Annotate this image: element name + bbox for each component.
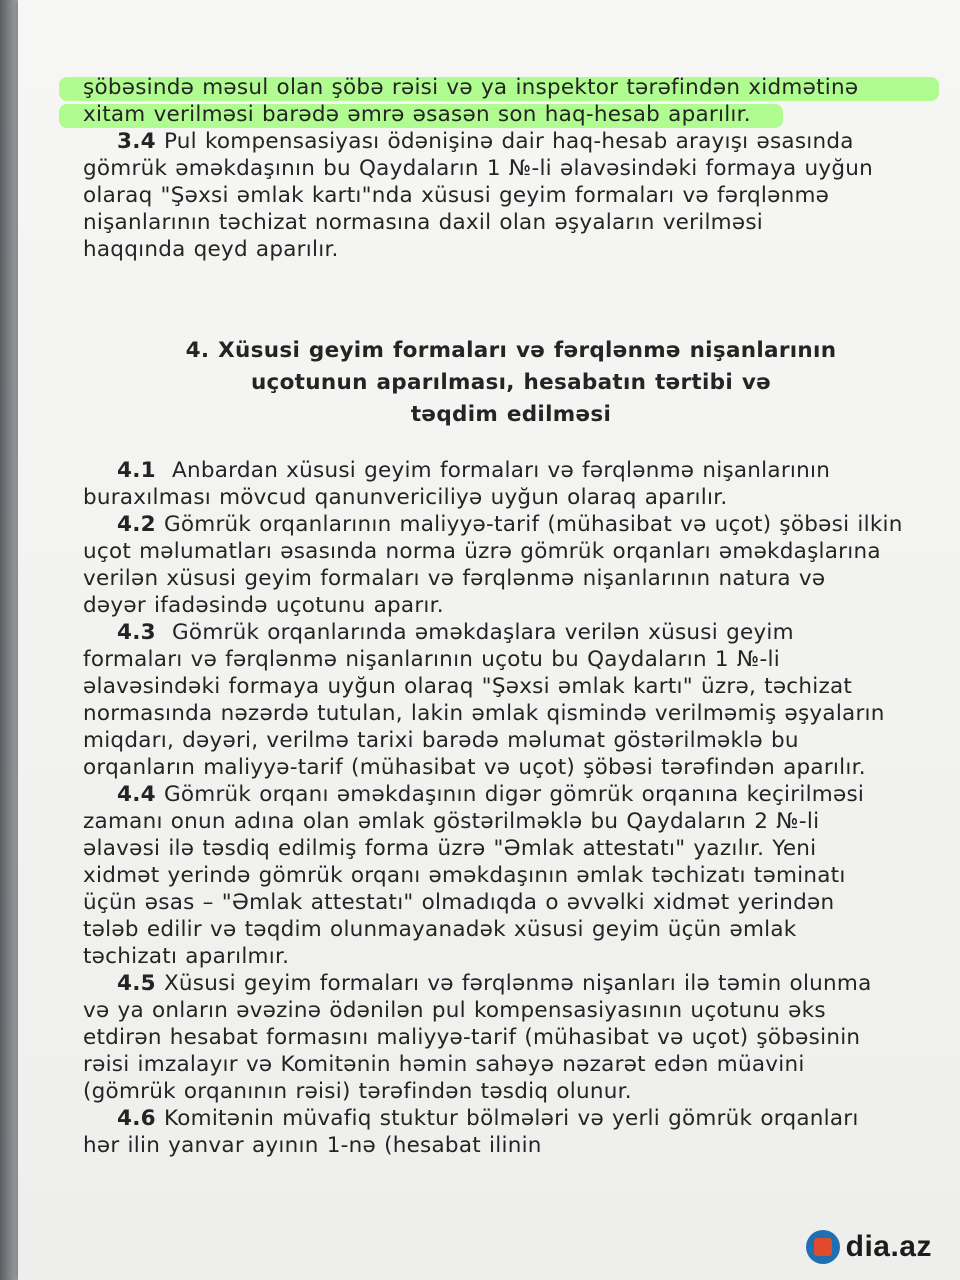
text-line: Pul kompensasiyası ödənişinə dair haq-hesab arayışı əsasında <box>163 129 854 154</box>
dia-logo-icon <box>806 1230 840 1264</box>
text-line-wrapper <box>83 457 939 484</box>
heading-line: təqdim edilməsi <box>410 402 612 427</box>
text-line-content <box>117 511 903 538</box>
text-line-wrapper <box>83 128 939 155</box>
text-line: Xüsusi geyim formaları və fərqlənmə nişanları ilə təmin olunma <box>163 971 872 996</box>
text-line: Anbardan xüsusi geyim formaları və fərqlənmə nişanlarının <box>172 458 831 483</box>
text-line: xitam verilməsi barədə əmrə əsasən son haq-hesab aparılır. <box>83 102 751 127</box>
text-line-content <box>117 128 854 155</box>
text-line: Gömrük orqanlarının maliyyə-tarif (mühasibat və uçot) şöbəsi ilkin <box>163 512 903 537</box>
text-line-wrapper <box>83 511 939 538</box>
text-line: rəisi imzalayır və Komitənin həmin sahəyə nəzarət edən müavini <box>83 1052 805 1077</box>
text-line: əlavəsi ilə təsdiq edilmiş forma üzrə "Əmlak attestatı" yazılır. Yeni <box>83 836 817 861</box>
clause-number: 4.3 <box>117 620 156 645</box>
text-line: əlavəsindəki formaya uyğun olaraq "Şəxsi əmlak kartı" üzrə, təchizat <box>83 674 853 699</box>
text-line: uçot məlumatları əsasında norma üzrə gömrük orqanları əməkdaşlarına <box>83 539 881 564</box>
text-line: (gömrük orqanının rəisi) tərəfindən təsdiq olunur. <box>83 1079 632 1104</box>
text-line: formaları və fərqlənmə nişanlarının uçotu bu Qaydaların 1 №-li <box>83 647 780 672</box>
text-line: və ya onların əvəzinə ödənilən pul kompensasiyasının uçotunu əks <box>83 998 826 1023</box>
highlighted-line <box>83 101 939 128</box>
section-heading <box>83 335 939 431</box>
heading-line: 4. Xüsusi geyim formaları və fərqlənmə nişanlarının <box>185 338 837 363</box>
text-line-wrapper <box>83 619 939 646</box>
text-line-wrapper <box>83 970 939 997</box>
watermark-logo <box>806 1228 932 1266</box>
text-line: hər ilin yanvar ayının 1-nə (hesabat ilinin <box>83 1133 542 1158</box>
document-page <box>18 0 960 1280</box>
clause-number: 3.4 <box>117 129 156 154</box>
text-line: nişanlarının təchizat normasına daxil olan əşyaların verilməsi <box>83 210 764 235</box>
paragraph-3-4 <box>83 128 939 263</box>
text-line-content <box>117 457 830 484</box>
text-line-wrapper <box>83 781 939 808</box>
clause-number: 4.1 <box>117 458 156 483</box>
text-line: olaraq "Şəxsi əmlak kartı"nda xüsusi geyim formaları və fərqlənmə <box>83 183 830 208</box>
text-line-content <box>117 970 872 997</box>
clause-number: 4.6 <box>117 1106 156 1131</box>
paragraph-4-6 <box>83 1105 939 1159</box>
text-line-content <box>117 781 864 808</box>
text-line: xidmət yerində gömrük orqanı əməkdaşının əmlak təchizatı təminatı <box>83 863 846 888</box>
text-line: təchizatı aparılmır. <box>83 944 290 969</box>
paragraph-4-3 <box>83 619 939 781</box>
paragraph-4-4 <box>83 781 939 970</box>
text-line: üçün əsas – "Əmlak attestatı" olmadıqda o əvvəlki xidmət yerindən <box>83 890 835 915</box>
text-line: şöbəsində məsul olan şöbə rəisi və ya inspektor tərəfindən xidmətinə <box>83 75 859 100</box>
text-line: miqdarı, dəyəri, verilmə tarixi barədə məlumat göstərilməklə bu <box>83 728 799 753</box>
text-line: haqqında qeyd aparılır. <box>83 237 339 262</box>
text-line-content <box>117 619 794 646</box>
paragraph-4-5 <box>83 970 939 1105</box>
text-line: verilən xüsusi geyim formaları və fərqlənmə nişanlarının natura və <box>83 566 826 591</box>
clause-number: 4.2 <box>117 512 156 537</box>
text-line: orqanların maliyyə-tarif (mühasibat və uçot) şöbəsi tərəfindən aparılır. <box>83 755 866 780</box>
document-text <box>83 74 939 1159</box>
text-line: Gömrük orqanı əməkdaşının digər gömrük orqanına keçirilməsi <box>163 782 865 807</box>
clause-number: 4.4 <box>117 782 156 807</box>
text-line: gömrük əməkdaşının bu Qaydaların 1 №-li əlavəsindəki formaya uyğun <box>83 156 874 181</box>
clause-number: 4.5 <box>117 971 156 996</box>
text-line: Gömrük orqanlarında əməkdaşlara verilən xüsusi geyim <box>172 620 794 645</box>
highlighted-line <box>83 74 939 101</box>
text-line: buraxılması mövcud qanunvericiliyə uyğun olaraq aparılır. <box>83 485 728 510</box>
text-line: normasında nəzərdə tutulan, lakin əmlak qismində verilməmiş əşyaların <box>83 701 885 726</box>
text-line-wrapper <box>83 1105 939 1132</box>
text-line: tələb edilir və təqdim olunmayanadək xüsusi geyim üçün əmlak <box>83 917 797 942</box>
paragraph-4-1 <box>83 457 939 511</box>
text-line: etdirən hesabat formasını maliyyə-tarif (mühasibat və uçot) şöbəsinin <box>83 1025 861 1050</box>
text-line: Komitənin müvafiq stuktur bölmələri və yerli gömrük orqanları <box>163 1106 859 1131</box>
heading-line: uçotunun aparılması, hesabatın tərtibi və <box>250 370 772 395</box>
text-line: zamanı onun adına olan əmlak göstərilməklə bu Qaydaların 2 №-li <box>83 809 820 834</box>
paragraph-4-2 <box>83 511 939 619</box>
text-line-content <box>117 1105 859 1132</box>
text-line: dəyər ifadəsində uçotunu aparır. <box>83 593 444 618</box>
watermark-brand: dia.az <box>845 1230 932 1263</box>
